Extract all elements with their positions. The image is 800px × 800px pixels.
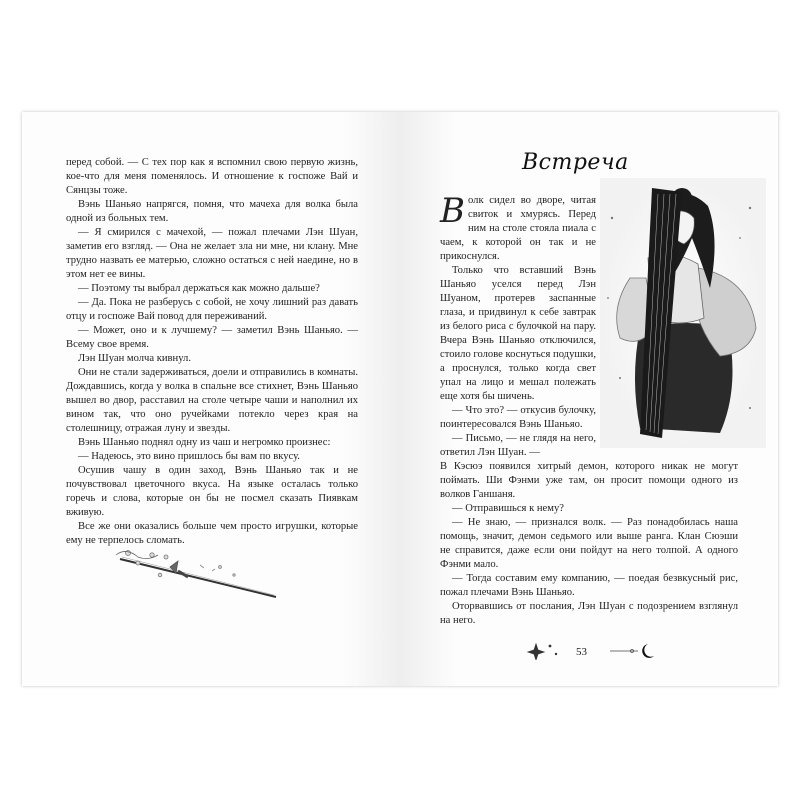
paragraph: Осушив чашу в один заход, Вэнь Шаньяо так и не почувствовал цветочного вкуса. На языке осталась только горечь и слова, которые он бы не посмел сказать Пиявкам вживую. [66,465,358,518]
paragraph: — Отправишься к нему? [452,503,564,514]
first-paragraph [440,191,596,264]
paragraph: — Надеюсь, это вино пришлось бы вам по вкусу. [78,451,300,462]
paragraph: Оторвавшись от послания, Лэн Шуан с подозрением взглянул на него. [440,601,738,626]
paragraph: — Что это? — откусив булочку, поинтересовался Вэнь Шаньяо. [440,405,596,430]
paragraph: Они не стали задерживаться, доели и отправились в комнаты. Дождавшись, когда у волка в спальне все стихнет, Вэнь Шаньяо вышел во двор, расставил на столе четыре чаши и наполнил их вином так, что оно ручейками потекло через края на столешницу, отражая луну и звезды. [66,367,358,434]
paragraph: — Не знаю, — признался волк. — Раз понадобилась наша помощь, значит, демон седьмого или выше ранга. Клан Сюэши не справится, даже если они пойдут на него толпой. А одного Фэнми мало. [440,517,738,570]
paragraph: — Поэтому ты выбрал держаться как можно дальше? [78,283,320,294]
left-page-text [66,156,358,548]
paragraph: — Может, оно и к лучшему? — заметил Вэнь Шаньяо. — Всему свое время. [66,325,358,350]
chapter-title: Встреча [522,150,629,175]
drop-cap: В [440,191,465,231]
wide-continuation: В Кэсюэ появился хитрый демон, которого никак не могут поймать. Ши Фэнми уже там, он просит помощи одного из волков Ганшаня. [440,461,738,500]
paragraph: — Да. Пока не разберусь с собой, не хочу лишний раз давать отцу и госпоже Вай повод для переживаний. [66,297,358,322]
star-ornament [524,640,568,660]
paragraph: Вэнь Шаньяо поднял одну из чаш и негромко произнес: [78,437,331,448]
paragraph: Только что вставший Вэнь Шаньяо уселся перед Лэн Шуаном, протерев заспанные глаза, и придвинул к себе завтрак из белого риса с булочкой на пару. Вчера Вэнь Шаньяо отключился, стоило голове коснуться подушки, а проснулся, только когда свет упал на лицо и мешал полежать еще хотя бы шичень. [440,265,596,402]
paragraph: — Письмо, — не глядя на него, ответил Лэн Шуан. — [440,433,596,458]
wide-paragraphs [440,502,738,628]
narrow-paragraphs [440,264,596,460]
paragraph: — Я смирился с мачехой, — пожал плечами Лэн Шуан, заметив его взгляд. — Она не желает зла ни мне, ни клану. Мне трудно назвать ее матерью, сложно остаться с ней наедине, но в этом нет ее вины. [66,227,358,280]
page-number: 53 [576,646,587,658]
paragraph: Лэн Шуан молча кивнул. [78,353,191,364]
paragraph: перед собой. — С тех пор как я вспомнил свою первую жизнь, кое-что для меня поменялось. И отношение к госпоже Вай и Сянцзы тоже. [66,157,358,196]
paragraph: Вэнь Шаньяо напрягся, помня, что мачеха для волка была одной из больных тем. [66,199,358,224]
crescent-moon-icon [608,642,658,660]
right-page-narrow-text [440,191,596,460]
right-page-wide-text [440,460,738,628]
sword-illustration [108,545,288,615]
paragraph: Все же они оказались больше чем просто игрушки, которые ему не терпелось сломать. [66,521,358,546]
musician-illustration [600,178,766,448]
first-paragraph-text: олк сидел во дворе, читая свиток и хмурясь. Перед ним на столе стояла пиала с чаем, к которой он так и не прикоснулся. [440,195,596,262]
paragraph: — Тогда составим ему компанию, — поедая безвкусный рис, пожал плечами Вэнь Шаньяо. [440,573,738,598]
